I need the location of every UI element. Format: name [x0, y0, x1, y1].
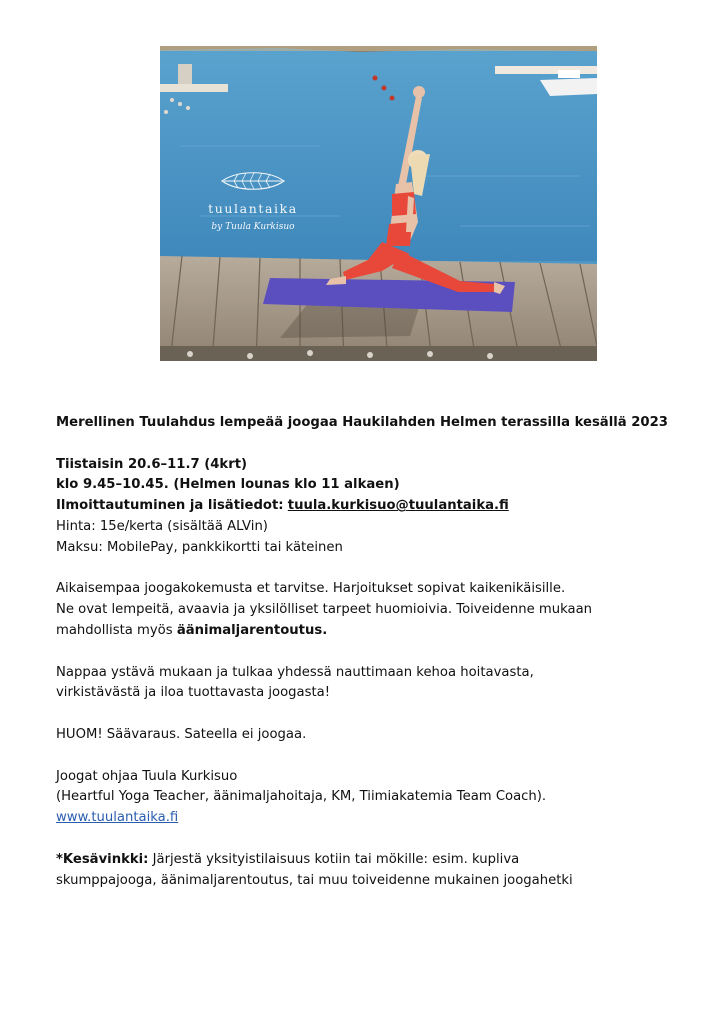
- price: Hinta: 15e/kerta (sisältää ALVin): [56, 518, 268, 534]
- sound-bowl-relaxation: äänimaljarentoutus.: [176, 622, 328, 638]
- event-description: [56, 413, 696, 891]
- description-line-2: Ne ovat lempeitä, avaavia ja yksilölliset tarpeet huomioivia. Toiveidenne mukaan: [56, 602, 593, 618]
- logo-name: tuulantaika: [208, 201, 298, 216]
- logo-tagline: by Tuula Kurkisuo: [211, 222, 295, 232]
- tip-line-1: [56, 850, 696, 871]
- event-time: klo 9.45–10.45. (Helmen lounas klo 11 alkaen): [56, 477, 400, 493]
- signup-label: Ilmoittautuminen ja lisätiedot:: [56, 498, 284, 514]
- tip-line-2: skumppajooga, äänimaljarentoutus, tai muu toiveidenne mukainen joogahetki: [56, 872, 573, 888]
- feather-icon: [220, 168, 286, 194]
- payment-methods: Maksu: MobilePay, pankkikortti tai käteinen: [56, 539, 343, 555]
- tip-label: *Kesävinkki:: [56, 851, 149, 867]
- event-title: Merellinen Tuulahdus lempeää joogaa Haukilahden Helmen terassilla kesällä 2023: [56, 415, 668, 430]
- website-link[interactable]: www.tuulantaika.fi: [56, 810, 179, 826]
- description-line-1: Aikaisempaa joogakokemusta et tarvitse. Harjoitukset sopivat kaikenikäisille.: [56, 581, 566, 597]
- weather-notice: HUOM! Säävaraus. Sateella ei joogaa.: [56, 726, 307, 742]
- instructor-line-2: (Heartful Yoga Teacher, äänimaljahoitaja, KM, Tiimiakatemia Team Coach).: [56, 789, 547, 805]
- invite-line-2: virkistävästä ja iloa tuottavasta joogasta!: [56, 685, 331, 701]
- hero-photo: [160, 46, 597, 361]
- description-line-3: [56, 621, 696, 642]
- website-line: [56, 808, 696, 829]
- email-link[interactable]: tuula.kurkisuo@tuulantaika.fi: [287, 498, 509, 514]
- event-dates: Tiistaisin 20.6–11.7 (4krt): [56, 456, 248, 472]
- invite-line-1: Nappaa ystävä mukaan ja tulkaa yhdessä nauttimaan kehoa hoitavasta,: [56, 664, 534, 680]
- instructor-line-1: Joogat ohjaa Tuula Kurkisuo: [56, 768, 238, 784]
- description-line-3-prefix: mahdollista myös: [56, 622, 177, 638]
- tip-text-1: Järjestä yksityistilaisuus kotiin tai mökille: esim. kupliva: [148, 851, 520, 867]
- signup-line: [56, 496, 696, 517]
